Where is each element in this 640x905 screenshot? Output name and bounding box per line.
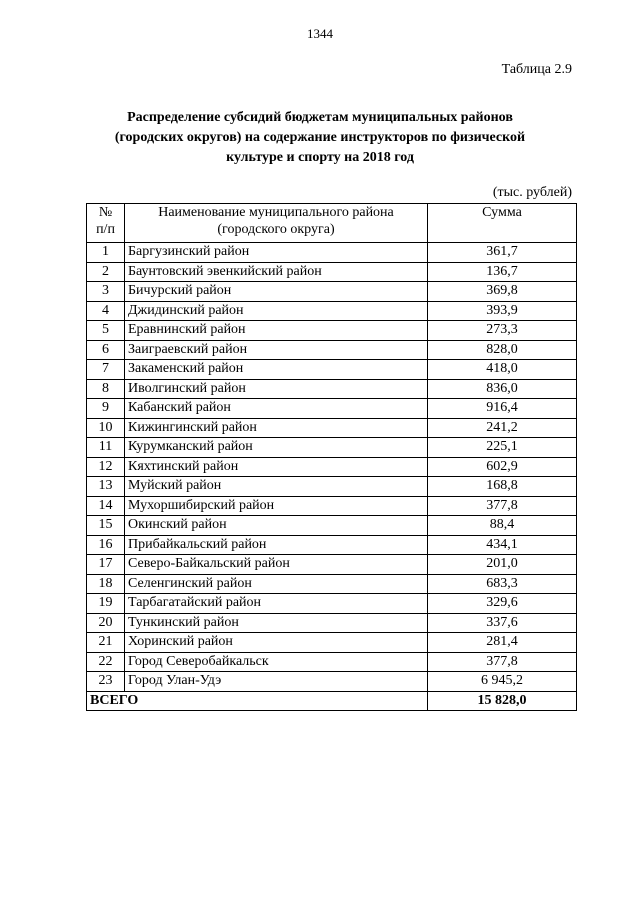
row-number: 23 — [87, 672, 125, 692]
row-number: 3 — [87, 282, 125, 302]
subsidy-table — [86, 203, 577, 711]
table-row — [87, 360, 577, 380]
table-row — [87, 418, 577, 438]
row-sum: 241,2 — [428, 418, 577, 438]
header-number — [87, 204, 125, 243]
row-sum: 434,1 — [428, 535, 577, 555]
row-number: 21 — [87, 633, 125, 653]
row-name: Иволгинский район — [125, 379, 428, 399]
table-row — [87, 672, 577, 692]
row-sum: 602,9 — [428, 457, 577, 477]
row-name: Джидинский район — [125, 301, 428, 321]
header-name-line: Наименование муниципального района — [158, 205, 394, 220]
row-number: 19 — [87, 594, 125, 614]
row-sum: 393,9 — [428, 301, 577, 321]
row-sum: 337,6 — [428, 613, 577, 633]
row-number: 9 — [87, 399, 125, 419]
row-name: Хоринский район — [125, 633, 428, 653]
table-row — [87, 243, 577, 263]
row-number: 2 — [87, 262, 125, 282]
row-name: Мухоршибирский район — [125, 496, 428, 516]
table-row — [87, 574, 577, 594]
row-sum: 683,3 — [428, 574, 577, 594]
row-number: 5 — [87, 321, 125, 341]
units-label: (тыс. рублей) — [492, 185, 572, 200]
row-sum: 281,4 — [428, 633, 577, 653]
row-name: Северо-Байкальский район — [125, 555, 428, 575]
row-sum: 369,8 — [428, 282, 577, 302]
row-number: 18 — [87, 574, 125, 594]
header-number-line: № — [98, 205, 113, 220]
table-row — [87, 652, 577, 672]
title-line: (городских округов) на содержание инструкторов по физической — [114, 130, 526, 145]
row-name: Муйский район — [125, 477, 428, 497]
row-number: 20 — [87, 613, 125, 633]
row-name: Кижингинский район — [125, 418, 428, 438]
row-sum: 201,0 — [428, 555, 577, 575]
table-header-row — [87, 204, 577, 243]
row-sum: 88,4 — [428, 516, 577, 536]
title-line: Распределение субсидий бюджетам муниципальных районов — [127, 110, 513, 125]
row-number: 13 — [87, 477, 125, 497]
row-name: Еравнинский район — [125, 321, 428, 341]
row-sum: 377,8 — [428, 496, 577, 516]
header-number-line: п/п — [96, 222, 115, 237]
row-name: Баргузинский район — [125, 243, 428, 263]
row-number: 4 — [87, 301, 125, 321]
row-name: Город Северобайкальск — [125, 652, 428, 672]
row-name: Курумканский район — [125, 438, 428, 458]
row-number: 8 — [87, 379, 125, 399]
table-row — [87, 321, 577, 341]
row-number: 22 — [87, 652, 125, 672]
row-number: 12 — [87, 457, 125, 477]
row-sum: 377,8 — [428, 652, 577, 672]
row-sum: 168,8 — [428, 477, 577, 497]
row-sum: 273,3 — [428, 321, 577, 341]
row-name: Окинский район — [125, 516, 428, 536]
table-row — [87, 633, 577, 653]
page-number: 1344 — [307, 26, 333, 41]
table-row — [87, 379, 577, 399]
row-number: 10 — [87, 418, 125, 438]
table-row — [87, 438, 577, 458]
row-number: 11 — [87, 438, 125, 458]
row-name: Бичурский район — [125, 282, 428, 302]
total-label: ВСЕГО — [87, 691, 428, 711]
row-number: 17 — [87, 555, 125, 575]
table-label: Таблица 2.9 — [501, 62, 572, 77]
document-title — [90, 108, 550, 168]
table-row — [87, 613, 577, 633]
table-row — [87, 535, 577, 555]
row-sum: 136,7 — [428, 262, 577, 282]
row-name: Тункинский район — [125, 613, 428, 633]
row-number: 16 — [87, 535, 125, 555]
header-sum: Сумма — [428, 204, 577, 243]
header-name — [125, 204, 428, 243]
header-name-line: (городского округа) — [217, 222, 335, 237]
row-sum: 361,7 — [428, 243, 577, 263]
row-name: Кяхтинский район — [125, 457, 428, 477]
row-sum: 329,6 — [428, 594, 577, 614]
row-name: Прибайкальский район — [125, 535, 428, 555]
row-sum: 6 945,2 — [428, 672, 577, 692]
row-sum: 225,1 — [428, 438, 577, 458]
table-row — [87, 262, 577, 282]
table-row — [87, 282, 577, 302]
row-sum: 828,0 — [428, 340, 577, 360]
total-row — [87, 691, 577, 711]
row-name: Город Улан-Удэ — [125, 672, 428, 692]
table-row — [87, 594, 577, 614]
table-row — [87, 477, 577, 497]
title-line: культуре и спорту на 2018 год — [226, 150, 414, 165]
total-sum: 15 828,0 — [428, 691, 577, 711]
table-row — [87, 301, 577, 321]
row-sum: 916,4 — [428, 399, 577, 419]
table-row — [87, 516, 577, 536]
row-number: 7 — [87, 360, 125, 380]
table-row — [87, 340, 577, 360]
row-number: 15 — [87, 516, 125, 536]
row-number: 14 — [87, 496, 125, 516]
row-sum: 836,0 — [428, 379, 577, 399]
row-name: Кабанский район — [125, 399, 428, 419]
row-sum: 418,0 — [428, 360, 577, 380]
row-number: 6 — [87, 340, 125, 360]
row-name: Заиграевский район — [125, 340, 428, 360]
table-row — [87, 399, 577, 419]
table-row — [87, 555, 577, 575]
row-number: 1 — [87, 243, 125, 263]
table-row — [87, 496, 577, 516]
row-name: Тарбагатайский район — [125, 594, 428, 614]
row-name: Баунтовский эвенкийский район — [125, 262, 428, 282]
row-name: Закаменский район — [125, 360, 428, 380]
row-name: Селенгинский район — [125, 574, 428, 594]
table-row — [87, 457, 577, 477]
